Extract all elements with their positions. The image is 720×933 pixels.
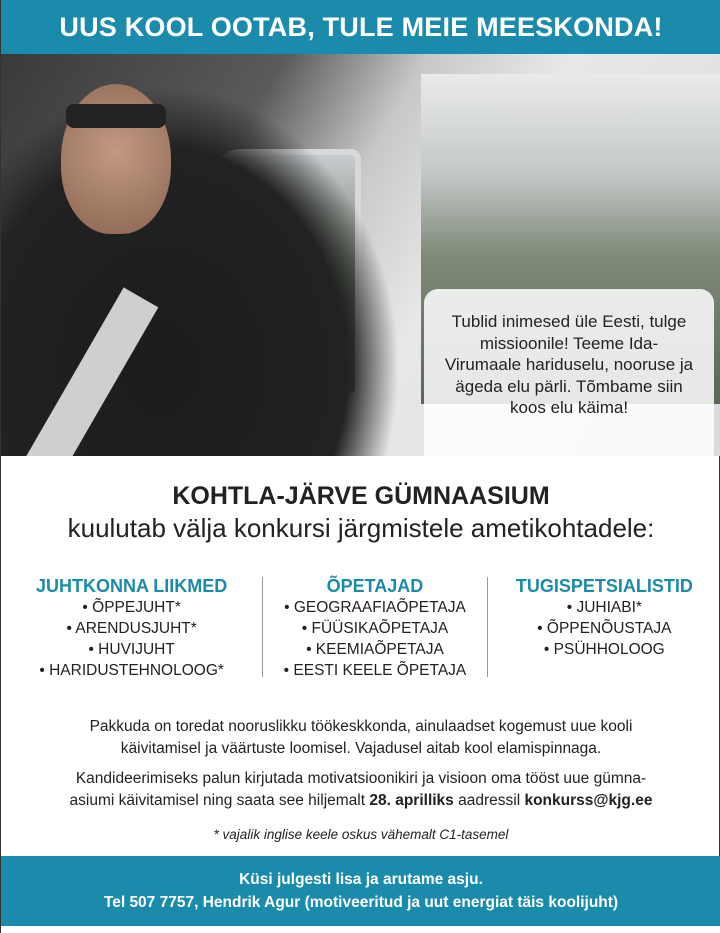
title-block [1,482,720,544]
apply-text: aadressil [453,792,525,809]
apply-line: Kandideerimiseks palun kirjutada motivatsioonikiri ja visioon oma tööst uue gümna- [75,770,647,787]
offer-line: käivitamisel ja väärtuste loomisel. Vajadusel aitab kool elamispinnaga. [120,740,602,757]
positions-columns [1,575,720,681]
list-item: • GEOGRAAFIAÕPETAJA [284,599,466,616]
bottom-margin [1,926,720,933]
deadline: 28. aprilliks [369,792,454,809]
apply-paragraph [1,768,720,812]
headline-banner [1,0,720,54]
email-link[interactable]: konkurss@kjg.ee [524,792,653,809]
contact-footer [1,856,720,926]
apply-text: asiumi käivitamisel ning saata see hiljemalt [69,792,370,809]
column-title: JUHTKONNA LIIKMED [35,576,228,596]
offer-line: Pakkuda on toredat nooruslikku töökeskkonda, ainulaadset kogemust uue kooli [89,718,633,735]
footer-line: Küsi julgesti lisa ja arutame asju. [239,871,483,888]
list-item: • ARENDUSJUHT* [66,620,197,637]
list-item: • PSÜHHOLOOG [543,641,665,658]
hero-photo [1,54,720,456]
column-title: TUGISPETSIALISTID [515,576,693,596]
list-item: • FÜÜSIKAÕPETAJA [301,620,449,637]
offer-paragraph [1,716,720,760]
column-management [1,575,262,681]
language-note: * vajalik inglise keele oskus vähemalt C1-tasemel [213,827,509,842]
headline: UUS KOOL OOTAB, TULE MEIE MEESKONDA! [59,12,663,42]
sunglasses [66,104,166,128]
list-item: • KEEMIAÕPETAJA [306,641,444,658]
list-item: • ÕPPENÕUSTAJA [537,620,672,637]
list-item: • HARIDUSTEHNOLOOG* [39,662,224,679]
mission-text-bubble [424,289,714,456]
column-support [488,575,720,681]
list-item: • HUVIJUHT [88,641,175,658]
list-item: • ÕPPEJUHT* [82,599,181,616]
bubble-text: Tublid inimesed üle Eesti, tulge missioonile! Teeme Ida-Virumaale hariduselu, nooruse ja ägeda elu pärli. Tõmbame siin koos elu käima! [444,312,694,417]
footer-contact: Tel 507 7757, Hendrik Agur (motiveeritud ja uut energiat täis koolijuht) [103,894,619,911]
column-teachers [263,575,486,681]
school-name: KOHTLA-JÄRVE GÜMNAASIUM [172,482,550,510]
column-title: ÕPETAJAD [326,576,424,596]
list-item: • EESTI KEELE ÕPETAJA [283,662,467,679]
list-item: • JUHIABI* [566,599,642,616]
subtitle: kuulutab välja konkursi järgmistele ametikohtadele: [67,513,655,543]
